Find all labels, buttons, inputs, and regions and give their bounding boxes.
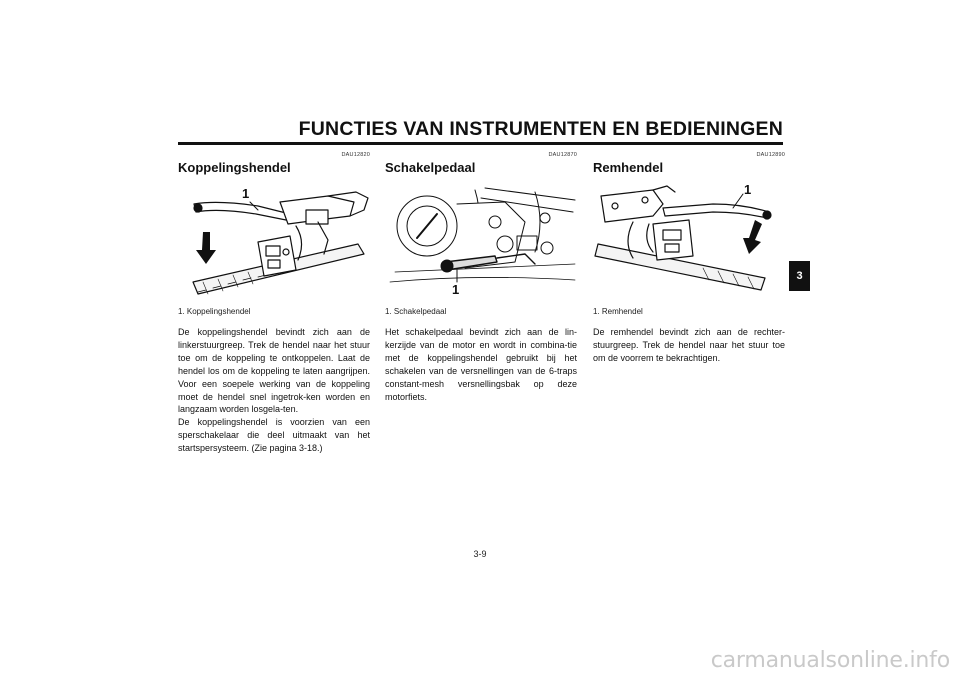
- body-paragraph: De koppelingshendel bevindt zich aan de linkerstuurgreep. Trek de hendel naar het stuur toe om de koppeling te ontkoppelen. Laat de hendel los om de koppeling te laten aangrijpen. Voor een soepele werking van de koppeling moet de hendel snel ingetrok-ken worden en langzaam worden losgela-ten.: [178, 327, 370, 415]
- callout-number: 1: [452, 282, 460, 297]
- body-paragraph: De remhendel bevindt zich aan de rechter-stuurgreep. Trek de hendel naar het stuur toe om de voorrem te bekrachtigen.: [593, 327, 785, 363]
- section-remhendel: [593, 150, 785, 365]
- brake-lever-drawing: [593, 182, 785, 302]
- section-title: Koppelingshendel: [178, 160, 291, 175]
- section-code: DAU12890: [756, 152, 785, 158]
- shift-pedal-drawing: [385, 182, 577, 302]
- figure-caption: 1. Remhendel: [593, 307, 643, 316]
- section-title: Schakelpedaal: [385, 160, 476, 175]
- clutch-lever-illustration: [178, 182, 370, 302]
- section-body: [593, 326, 785, 365]
- shift-pedal-illustration: [385, 182, 577, 302]
- brake-lever-illustration: [593, 182, 785, 302]
- clutch-lever-drawing: [178, 182, 370, 302]
- figure-caption: 1. Schakelpedaal: [385, 307, 447, 316]
- section-koppelingshendel: [178, 150, 370, 455]
- section-code: DAU12820: [341, 152, 370, 158]
- callout-number: 1: [242, 186, 250, 201]
- watermark: carmanualsonline.info: [710, 648, 950, 673]
- section-code: DAU12870: [548, 152, 577, 158]
- header-rule: [178, 142, 783, 145]
- body-paragraph: Het schakelpedaal bevindt zich aan de lin-kerzijde van de motor en wordt in combina-tie met de koppelingshendel gebruikt bij het schakelen van de versnellingen van de 6-traps constant-mesh versnellingsbak op deze motorfiets.: [385, 327, 577, 402]
- page-number: 3-9: [473, 549, 487, 559]
- section-title: Remhendel: [593, 160, 664, 175]
- section-body: [385, 326, 577, 403]
- callout-number: 1: [744, 182, 752, 197]
- body-paragraph: De koppelingshendel is voorzien van een sperschakelaar die deel uitmaakt van het startspersysteem. (Zie pagina 3-18.): [178, 417, 370, 454]
- figure-caption: 1. Koppelingshendel: [178, 307, 251, 316]
- section-schakelpedaal: [385, 150, 577, 403]
- page-title: FUNCTIES VAN INSTRUMENTEN EN BEDIENINGEN: [298, 118, 783, 140]
- section-body: [178, 326, 370, 455]
- chapter-tab: 3: [789, 261, 810, 291]
